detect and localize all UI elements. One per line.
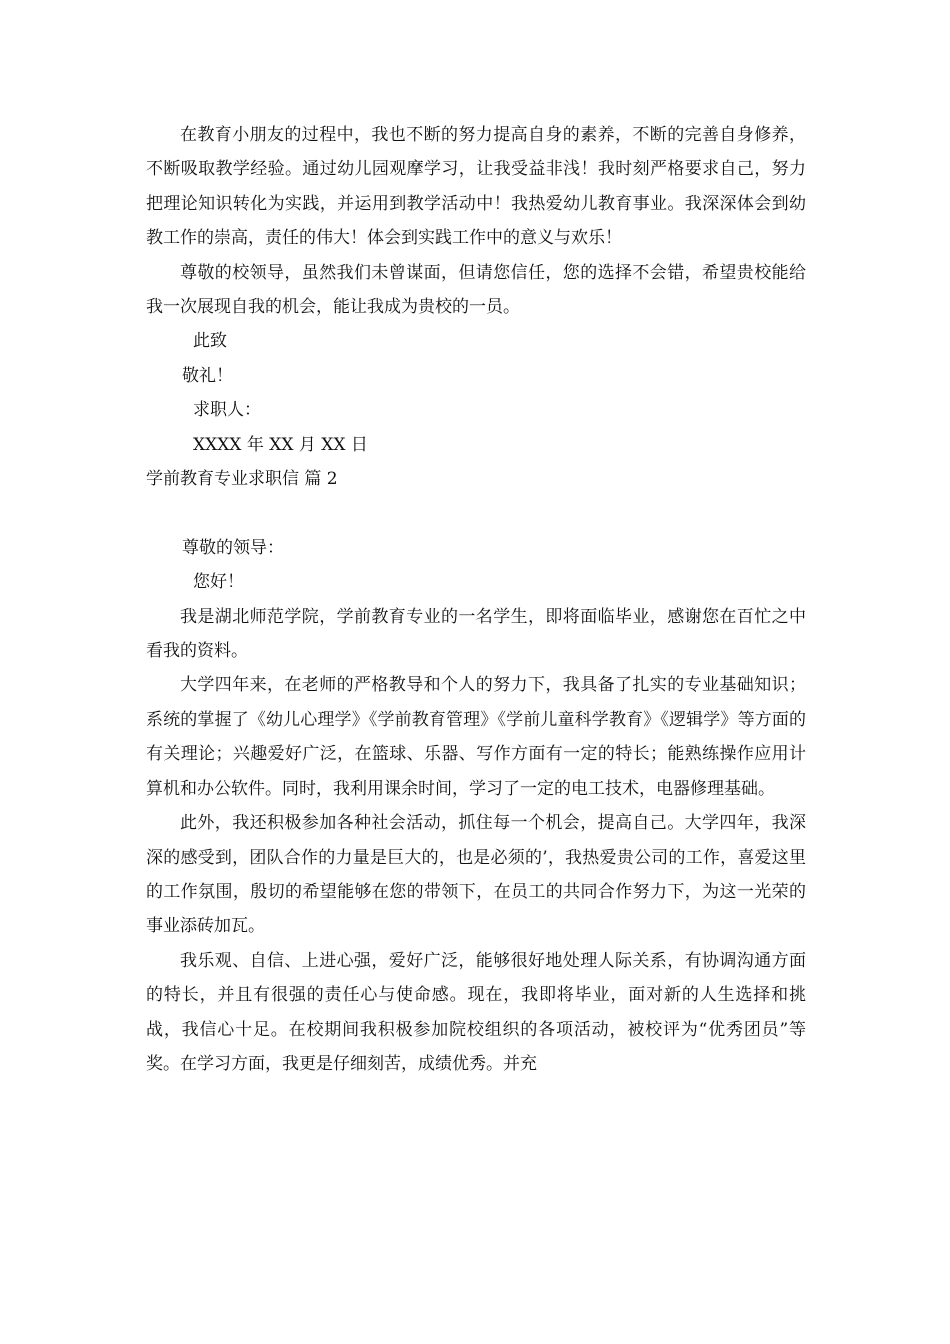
section-title: 学前教育专业求职信 篇 2 (146, 469, 338, 490)
paragraph-request: 尊敬的校领导，虽然我们未曾谋面，但请您信任，您的选择不会错，希望贵校能给我一次展现自我的机会，能让我成为贵校的一员。 (146, 262, 806, 318)
paragraph-activities: 此外，我还积极参加各种社会活动，抓住每一个机会，提高自己。大学四年，我深深的感受到，团队合作的力量是巨大的，也是必须的’，我热爱贵公司的工作，喜爱这里的工作氛围，殷切的希望能够在您的带领下，在员工的共同合作努力下，为这一光荣的事业添砖加瓦。 (146, 813, 806, 937)
closing-jingli: 敬礼！ (182, 365, 233, 386)
applicant-label: 求职人： (193, 400, 261, 421)
paragraph-practice: 在教育小朋友的过程中，我也不断的努力提高自身的素养，不断的完善自身修养，不断吸取教学经验。通过幼儿园观摩学习，让我受益非浅！我时刻严格要求自己，努力把理论知识转化为实践，并运用到教学活动中！我热爱幼儿教育事业。我深深体会到幼教工作的崇高，责任的伟大！体会到实践工作中的意义与欢乐！ (146, 125, 806, 249)
greeting: 您好！ (193, 572, 244, 593)
paragraph-personality: 我乐观、自信、上进心强，爱好广泛，能够很好地处理人际关系，有协调沟通方面的特长，并且有很强的责任心与使命感。现在，我即将毕业，面对新的人生选择和挑战，我信心十足。在校期间我积极参加院校组织的各项活动，被校评为“优秀团员”等奖。在学习方面，我更是仔细刻苦，成绩优秀。并充 (146, 950, 806, 1074)
paragraph-study: 大学四年来，在老师的严格教导和个人的努力下，我具备了扎实的专业基础知识；系统的掌握了《幼儿心理学》《学前教育管理》《学前儿童科学教育》《逻辑学》等方面的有关理论；兴趣爱好广泛，在篮球、乐器、写作方面有一定的特长；能熟练操作应用计算机和办公软件。同时，我利用课余时间，学习了一定的电工技术，电器修理基础。 (146, 675, 806, 799)
letter-date: XXXX 年 XX 月 XX 日 (193, 434, 368, 455)
spacer (146, 496, 806, 530)
document-body (146, 118, 806, 1081)
paragraph-intro: 我是湖北师范学院，学前教育专业的一名学生，即将面临毕业，感谢您在百忙之中看我的资料。 (146, 606, 806, 662)
closing-zhici: 此致 (193, 331, 227, 352)
salutation: 尊敬的领导： (182, 537, 284, 558)
